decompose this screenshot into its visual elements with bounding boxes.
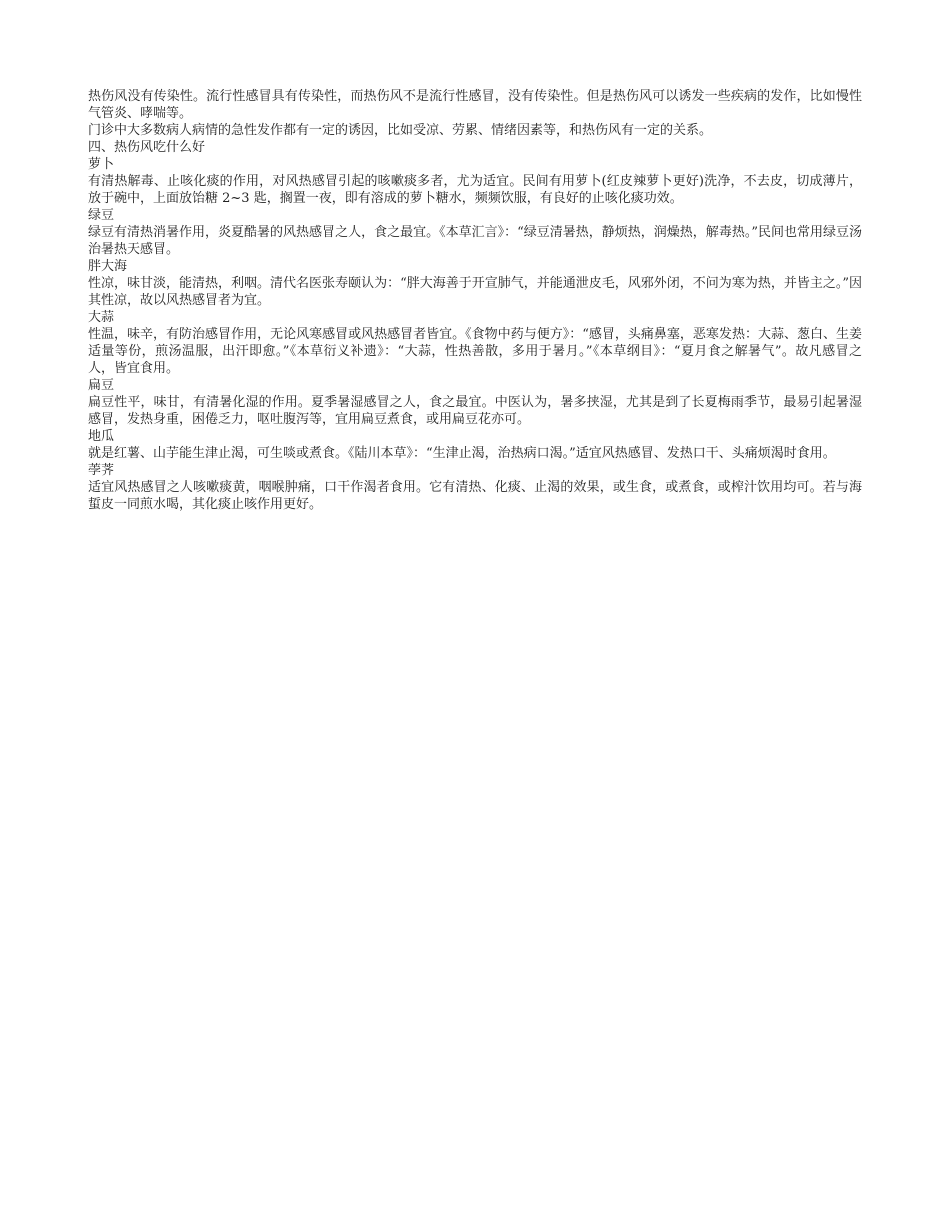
intro-paragraph: 门诊中大多数病人病情的急性发作都有一定的诱因，比如受凉、劳累、情绪因素等，和热伤风有一定的关系。 xyxy=(88,123,713,138)
food-description-water-chestnut: 适宜风热感冒之人咳嗽痰黄，咽喉肿痛，口干作渴者食用。它有清热、化痰、止渴的效果，或生食，或煮食，或榨汁饮用均可。若与海蜇皮一同煎水喝，其化痰止咳作用更好。 xyxy=(88,480,862,512)
food-heading-radish: 萝卜 xyxy=(88,157,115,172)
food-heading-malva-nut: 胖大海 xyxy=(88,259,128,274)
food-description-sweet-potato: 就是红薯、山芋能生津止渴，可生啖或煮食。《陆川本草》：“生津止渴，治热病口渴。”适宜风热感冒、发热口干、头痛烦渴时食用。 xyxy=(88,446,836,461)
food-description-radish: 有清热解毒、止咳化痰的作用，对风热感冒引起的咳嗽痰多者，尤为适宜。民间有用萝卜(红皮辣萝卜更好)洗净，不去皮，切成薄片，放于碗中，上面放饴糖 2~3 匙，搁置一夜，即有溶成的萝卜糖水，频频饮服，有良好的止咳化痰功效。 xyxy=(88,174,862,206)
food-heading-garlic: 大蒜 xyxy=(88,310,115,325)
intro-paragraph: 热伤风没有传染性。流行性感冒具有传染性，而热伤风不是流行性感冒，没有传染性。但是热伤风可以诱发一些疾病的发作，比如慢性气管炎、哮喘等。 xyxy=(88,89,862,121)
food-heading-hyacinth-bean: 扁豆 xyxy=(88,378,115,393)
food-heading-sweet-potato: 地瓜 xyxy=(88,429,115,444)
food-heading-water-chestnut: 荸荠 xyxy=(88,463,115,478)
food-description-malva-nut: 性凉，味甘淡，能清热，利咽。清代名医张寿颐认为：“胖大海善于开宣肺气，并能通泄皮毛，风邪外闭，不问为寒为热，并皆主之。”因其性凉，故以风热感冒者为宜。 xyxy=(88,276,862,308)
food-description-garlic: 性温，味辛，有防治感冒作用，无论风寒感冒或风热感冒者皆宜。《食物中药与便方》：“感冒，头痛鼻塞，恶寒发热：大蒜、葱白、生姜适量等份，煎汤温服，出汗即愈。”《本草衍义补遗》：“大蒜，性热善散，多用于暑月。”《本草纲目》：“夏月食之解暑气”。故凡感冒之人，皆宜食用。 xyxy=(88,327,862,376)
section-title: 四、热伤风吃什么好 xyxy=(88,140,206,155)
food-description-mung-bean: 绿豆有清热消暑作用，炎夏酷暑的风热感冒之人，食之最宜。《本草汇言》：“绿豆清暑热，静烦热，润燥热，解毒热。”民间也常用绿豆汤治暑热天感冒。 xyxy=(88,225,862,257)
food-description-hyacinth-bean: 扁豆性平，味甘，有清暑化湿的作用。夏季暑湿感冒之人，食之最宜。中医认为，暑多挟湿，尤其是到了长夏梅雨季节，最易引起暑湿感冒，发热身重，困倦乏力，呕吐腹泻等，宜用扁豆煮食，或用扁豆花亦可。 xyxy=(88,395,862,427)
document-body xyxy=(88,88,862,513)
food-heading-mung-bean: 绿豆 xyxy=(88,208,115,223)
